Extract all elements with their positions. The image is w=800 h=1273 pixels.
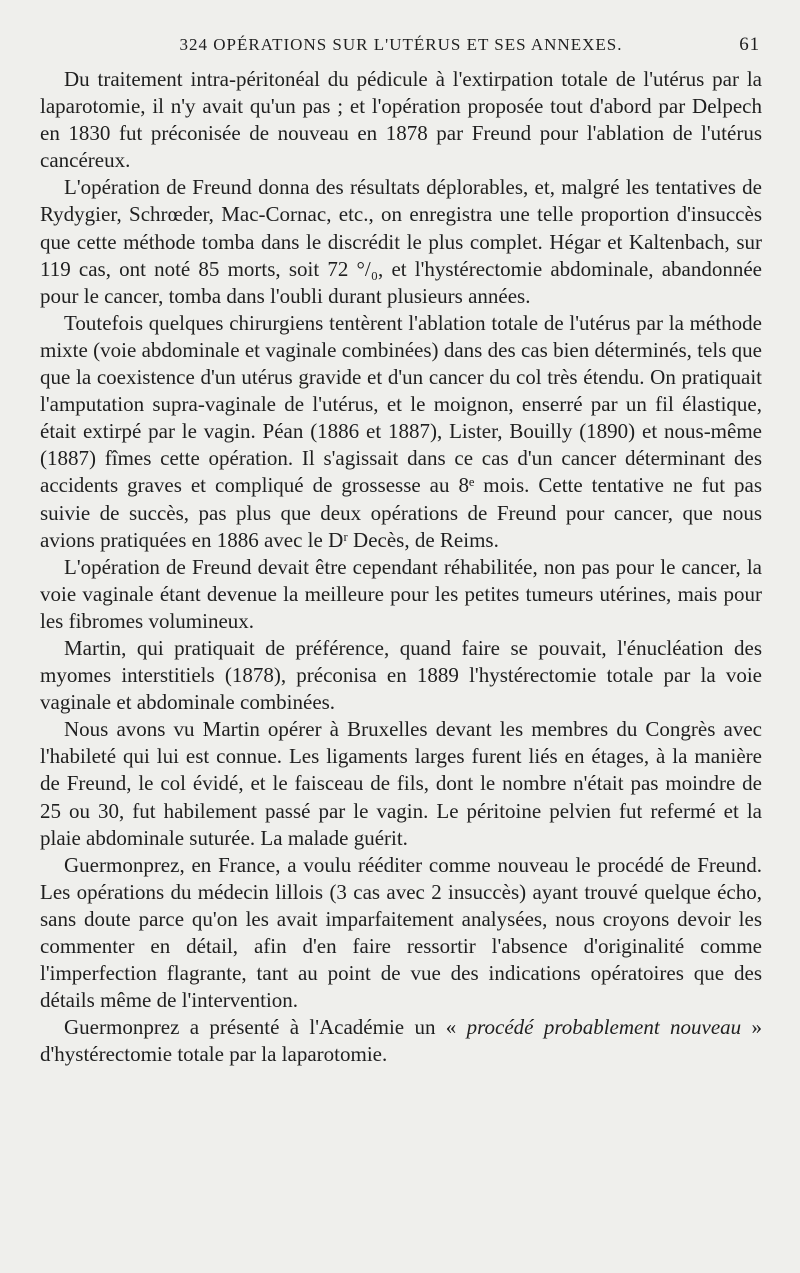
paragraph: Nous avons vu Martin opérer à Bruxelles devant les membres du Congrès avec l'habileté qui lui est connue. Les ligaments larges furent liés en étages, à la manière de Freund, le col évidé, et le faisceau de fils, dont le nombre n'était pas moindre de 25 ou 30, fut habilement passé par le vagin. Le péritoine pelvien fut refermé et la plaie abdominale suturée. La malade guérit. — [40, 717, 762, 850]
running-head-title: 324 OPÉRATIONS SUR L'UTÉRUS ET SES ANNEXES. — [179, 35, 623, 54]
paragraph: L'opération de Freund devait être cependant réhabilitée, non pas pour le cancer, la voie vaginale étant devenue la meilleure pour les petites tumeurs utérines, mais pour les fibromes volumineux. — [40, 554, 762, 633]
paragraph: Du traitement intra-péritonéal du pédicule à l'extirpation totale de l'utérus par la laparotomie, il n'y avait qu'un pas ; et l'opération proposée tout d'abord par Delpech en 1830 fut préconisée de nouveau en 1878 par Freund pour l'ablation de l'utérus cancéreux. — [40, 67, 762, 173]
last-paragraph-tail: » d'hystérectomie totale par la laparotomie. — [40, 1015, 763, 1067]
page-number: 61 — [739, 34, 760, 55]
paragraph: Guermonprez, en France, a voulu rééditer comme nouveau le procédé de Freund. Les opérations du médecin lillois (3 cas avec 2 insuccès) ayant trouvé quelque écho, sans doute parce qu'on les avait imparfaitement analysées, nous croyons devoir les commenter en détail, afin d'en faire ressortir l'absence d'originalité comme l'imperfection flagrante, tant au point de vue des indications opératoires que des détails même de l'intervention. — [40, 852, 762, 1013]
italic-quote: procédé probablement nouveau — [466, 1015, 742, 1040]
body-text — [40, 66, 762, 1068]
running-head — [40, 28, 762, 62]
paragraph: Martin, qui pratiquait de préférence, quand faire se pouvait, l'énucléation des myomes interstitiels (1878), préconisa en 1889 l'hystérectomie totale par la voie vaginale et abdominale combinées. — [40, 635, 762, 715]
last-paragraph — [40, 1014, 762, 1068]
last-paragraph-lead: Guermonprez a présenté à l'Académie un « — [64, 1015, 467, 1040]
paragraph: Toutefois quelques chirurgiens tentèrent l'ablation totale de l'utérus par la méthode mixte (voie abdominale et vaginale combinées) dans des cas bien déterminés, tels que que la coexistence d'un utérus gravide et d'un cancer du col très étendu. On pratiquait l'amputation supra-vaginale de l'utérus, et le moignon, enserré par un fil élastique, était extirpé par le vagin. Péan (1886 et 1887), Lister, Bouilly (1890) et nous-même (1887) fîmes cette opération. Il s'agissait dans ce cas d'un cancer déterminant des accidents graves et compliqué de grossesse au 8ᵉ mois. Cette tentative ne fut pas suivie de succès, pas plus que deux opérations de Freund pour cancer, que nous avions pratiquées en 1886 avec le Dʳ Decès, de Reims. — [40, 310, 762, 552]
paragraph: L'opération de Freund donna des résultats déplorables, et, malgré les tentatives de Rydygier, Schrœder, Mac-Cornac, etc., on enregistra une telle proportion d'insuccès que cette méthode tomba dans le discrédit le plus complet. Hégar et Kaltenbach, sur 119 cas, ont noté 85 morts, soit 72 °/₀, et l'hystérectomie abdominale, abandonnée pour le cancer, tomba dans l'oubli durant plusieurs années. — [40, 175, 762, 308]
